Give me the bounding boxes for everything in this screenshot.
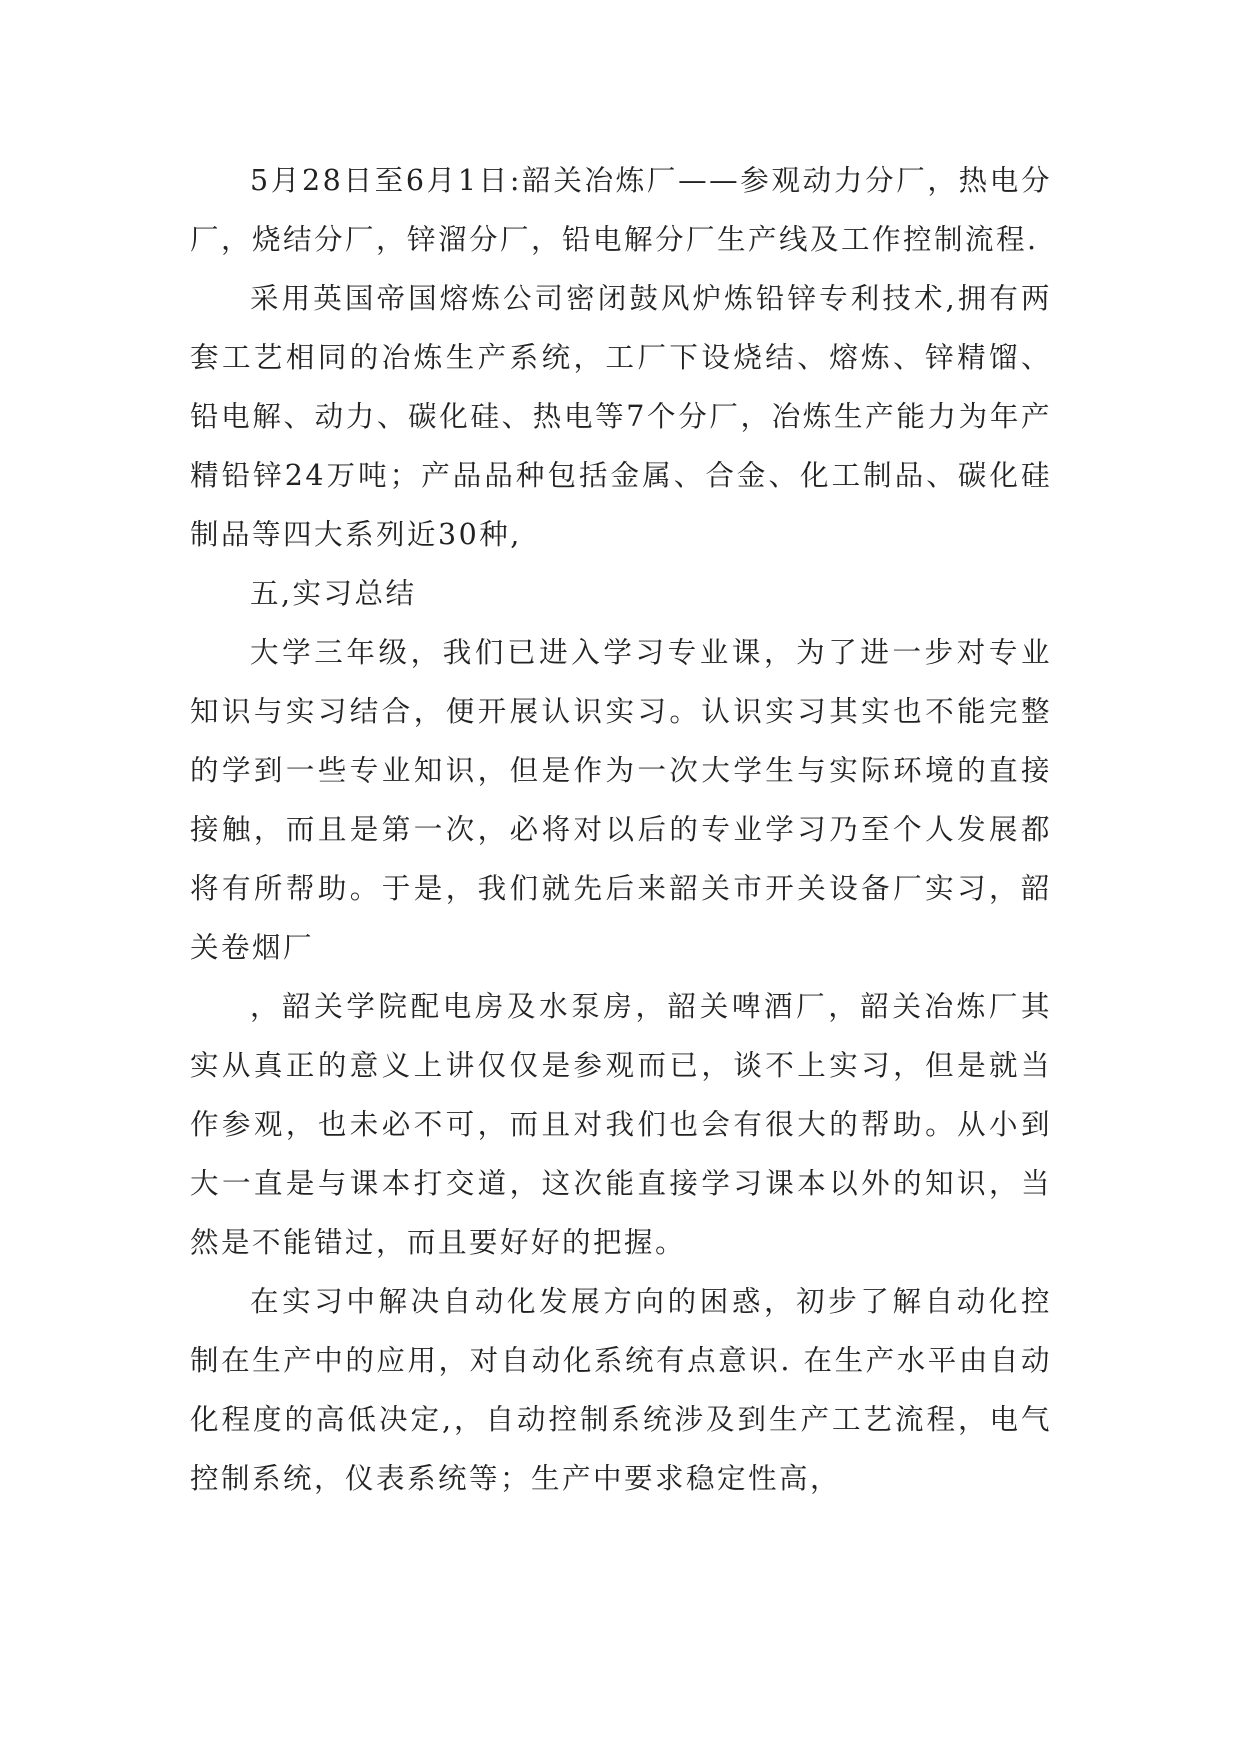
paragraph-schedule: 5月28日至6月1日:韶关冶炼厂——参观动力分厂，热电分厂，烧结分厂，锌溜分厂，铅电解分厂生产线及工作控制流程. <box>190 164 1052 256</box>
section-heading-summary: 五,实习总结 <box>250 577 417 610</box>
paragraph-summary-visits: ，韶关学院配电房及水泵房，韶关啤酒厂，韶关冶炼厂其实从真正的意义上讲仅仅是参观而已，谈不上实习，但是就当作参观，也未必不可，而且对我们也会有很大的帮助。从小到大一直是与课本打交道，这次能直接学习课本以外的知识，当然是不能错过，而且要好好的把握。 <box>190 990 1052 1259</box>
paragraph-automation: 在实习中解决自动化发展方向的困惑，初步了解自动化控制在生产中的应用，对自动化系统有点意识. 在生产水平由自动化程度的高低决定,，自动控制系统涉及到生产工艺流程，电气控制系统，仪表系统等；生产中要求稳定性高， <box>190 1285 1052 1495</box>
document-body <box>190 151 1052 1508</box>
paragraph-smelting-tech: 采用英国帝国熔炼公司密闭鼓风炉炼铅锌专利技术,拥有两套工艺相同的冶炼生产系统，工厂下设烧结、熔炼、锌精馏、铅电解、动力、碳化硅、热电等7个分厂，冶炼生产能力为年产精铅锌24万吨；产品品种包括金属、合金、化工制品、碳化硅制品等四大系列近30种, <box>190 282 1052 551</box>
paragraph-summary-intro: 大学三年级，我们已进入学习专业课，为了进一步对专业知识与实习结合，便开展认识实习。认识实习其实也不能完整的学到一些专业知识，但是作为一次大学生与实际环境的直接接触，而且是第一次，必将对以后的专业学习乃至个人发展都将有所帮助。于是，我们就先后来韶关市开关设备厂实习，韶关卷烟厂 <box>190 636 1052 964</box>
